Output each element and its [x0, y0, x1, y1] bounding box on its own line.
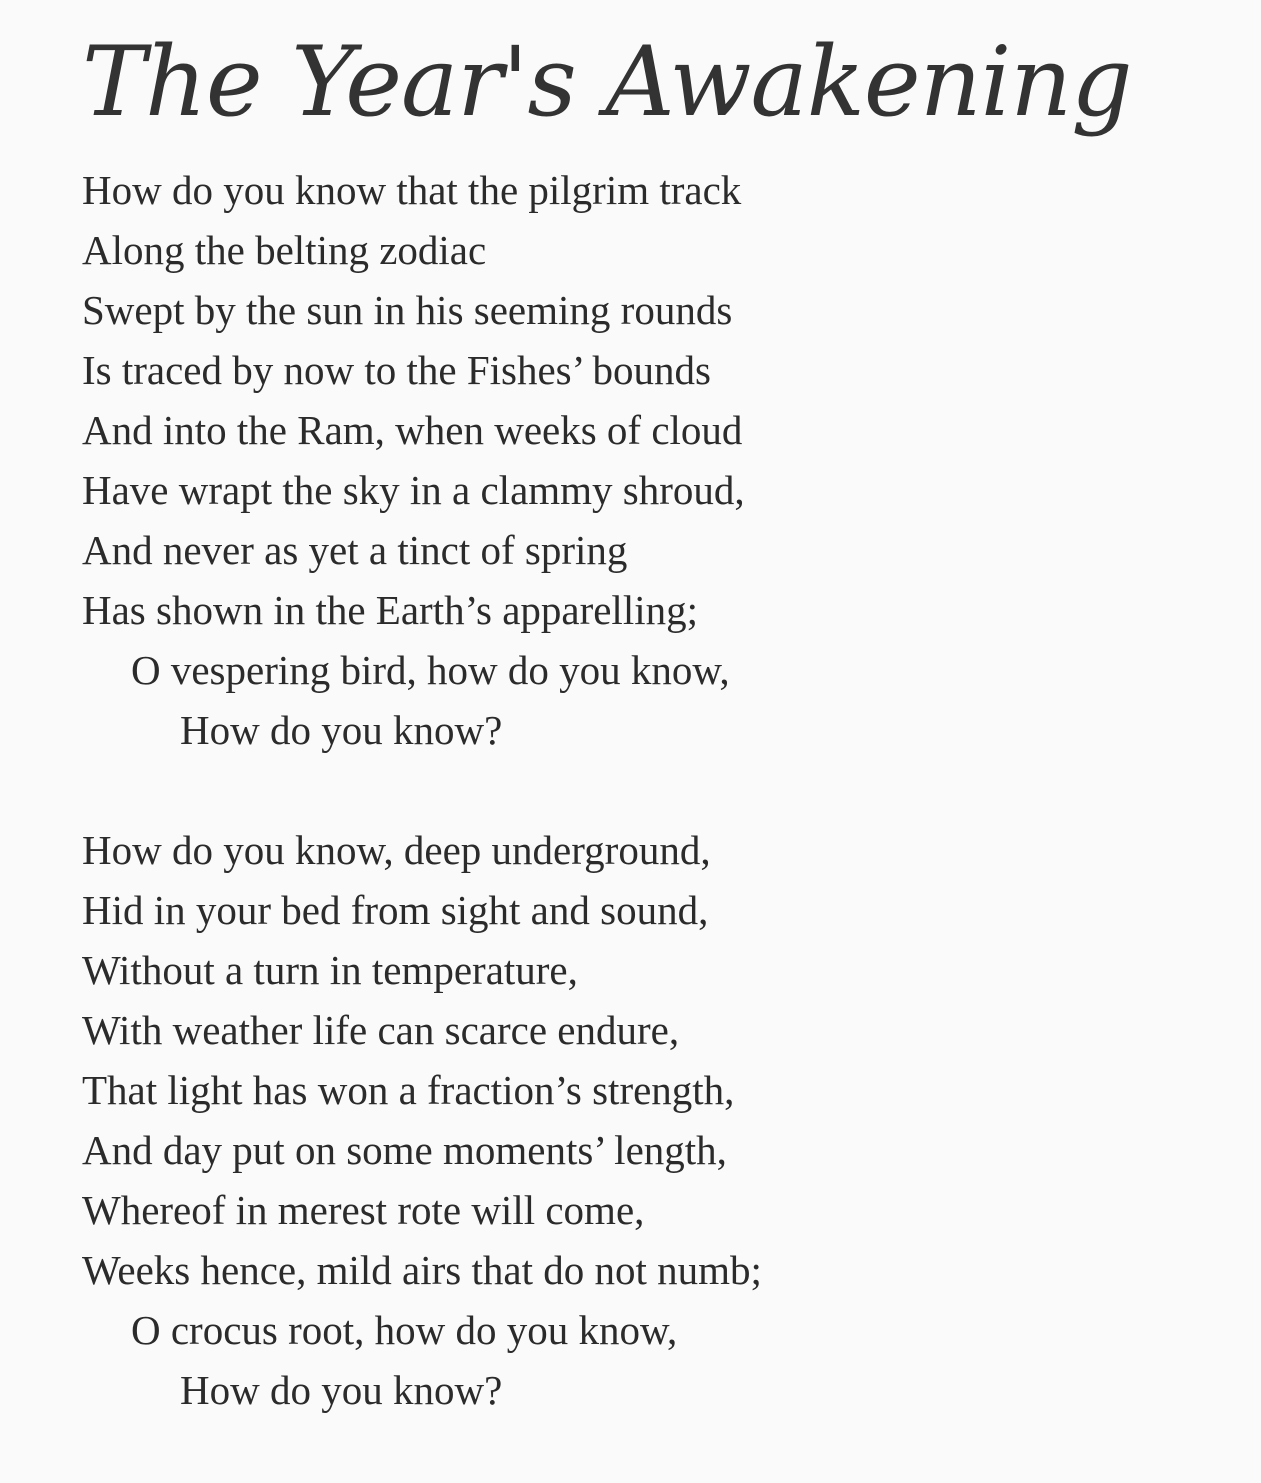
poem-line: With weather life can scarce endure, — [82, 1007, 680, 1053]
poem-line: Along the belting zodiac — [82, 227, 487, 273]
poem-line: And never as yet a tinct of spring — [82, 527, 628, 573]
poem-line: How do you know, deep underground, — [82, 827, 711, 873]
poem-line-refrain: O vespering bird, how do you know, — [131, 647, 730, 693]
poem-line: Have wrapt the sky in a clammy shroud, — [82, 467, 745, 513]
poem-line: Weeks hence, mild airs that do not numb; — [82, 1247, 762, 1293]
poem-line: Swept by the sun in his seeming rounds — [82, 287, 733, 333]
poem-line: Is traced by now to the Fishes’ bounds — [82, 347, 711, 393]
poem-line: Without a turn in temperature, — [82, 947, 578, 993]
poem-line-refrain-short: How do you know? — [180, 1367, 503, 1413]
poem-line: Hid in your bed from sight and sound, — [82, 887, 709, 933]
poem-line: Whereof in merest rote will come, — [82, 1187, 645, 1233]
poem-title: The Year's Awakening — [82, 26, 1132, 138]
stanza-2 — [82, 820, 762, 1420]
poem-line-refrain-short: How do you know? — [180, 707, 503, 753]
stanza-1 — [82, 160, 745, 760]
poem-line: And into the Ram, when weeks of cloud — [82, 407, 743, 453]
poem-line: That light has won a fraction’s strength, — [82, 1067, 735, 1113]
poem-line-refrain: O crocus root, how do you know, — [131, 1307, 678, 1353]
poem-line: How do you know that the pilgrim track — [82, 167, 742, 213]
poem-line: Has shown in the Earth’s apparelling; — [82, 587, 699, 633]
poem-line: And day put on some moments’ length, — [82, 1127, 727, 1173]
